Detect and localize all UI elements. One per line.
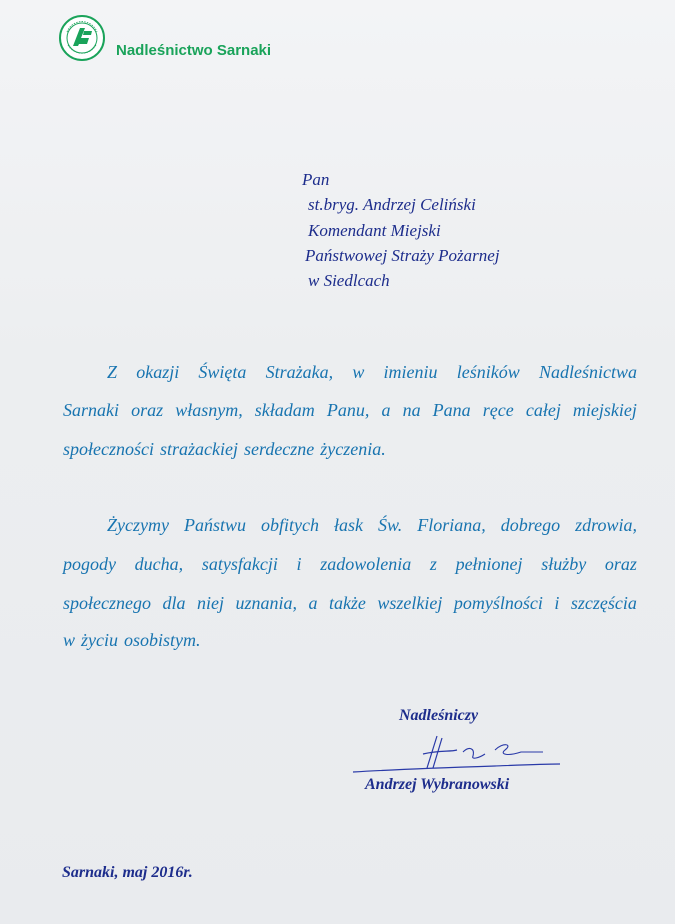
word: Życzymy <box>107 515 169 535</box>
word: pomyślności <box>453 593 543 613</box>
word: służby <box>541 554 587 574</box>
word: wszelkiej <box>377 593 443 613</box>
word: uznania, <box>235 593 297 613</box>
word: dla <box>162 593 186 613</box>
lasy-panstwowe-logo-icon <box>58 14 106 62</box>
paragraph-2-line <box>63 552 637 576</box>
word: okazji <box>136 362 180 382</box>
word: miejskiej <box>572 400 637 420</box>
word: ręce <box>482 400 514 420</box>
word: całej <box>525 400 561 420</box>
word: i <box>554 593 560 613</box>
word: leśników <box>456 362 520 382</box>
recipient-line: Państwowej Straży Pożarnej <box>305 246 500 265</box>
word: dobrego <box>500 515 561 535</box>
word: niej <box>196 593 224 613</box>
paragraph-2-line <box>107 513 637 537</box>
word: w <box>63 630 76 650</box>
recipient-line: Komendant Miejski <box>308 221 441 240</box>
word: Św. <box>378 515 403 535</box>
word: obfitych <box>261 515 320 535</box>
organization-name: Nadleśnictwo Sarnaki <box>116 42 272 59</box>
word: i <box>296 554 302 574</box>
paragraph-1-line <box>63 437 637 461</box>
letter-date: Sarnaki, maj 2016r. <box>62 864 193 881</box>
word: Pana <box>432 400 471 420</box>
word: składam <box>254 400 315 420</box>
word: społecznego <box>63 593 151 613</box>
paragraph-1-line <box>63 398 637 422</box>
word: społeczności <box>63 439 154 459</box>
word: strażackiej <box>159 439 238 459</box>
paragraph-2-line <box>63 628 637 652</box>
word: serdeczne <box>243 439 315 459</box>
paragraph-2-line <box>63 591 637 615</box>
word: satysfakcji <box>201 554 278 574</box>
word: z <box>429 554 437 574</box>
word: pełnionej <box>455 554 523 574</box>
word: Państwu <box>184 515 247 535</box>
signature-title: Nadleśniczy <box>399 707 479 724</box>
word: Święta <box>198 362 247 382</box>
word: życiu <box>81 630 118 650</box>
signatory-name: Andrzej Wybranowski <box>365 776 510 793</box>
word: zadowolenia <box>320 554 412 574</box>
word: osobistym. <box>124 630 201 650</box>
word: także <box>328 593 366 613</box>
word: Nadleśnictwa <box>538 362 637 382</box>
word: na <box>402 400 421 420</box>
word: a <box>381 400 391 420</box>
handwritten-signature <box>345 728 565 782</box>
word: życzenia. <box>320 439 386 459</box>
word: Sarnaki <box>63 400 119 420</box>
word: oraz <box>604 554 637 574</box>
word: szczęścia <box>570 593 637 613</box>
word: imieniu <box>383 362 438 382</box>
word: łask <box>334 515 364 535</box>
word: Floriana, <box>417 515 486 535</box>
word: Z <box>107 362 118 382</box>
word: ducha, <box>134 554 184 574</box>
word: w <box>352 362 365 382</box>
word: a <box>308 593 318 613</box>
recipient-salutation: Pan <box>302 170 330 189</box>
word: Strażaka, <box>265 362 334 382</box>
recipient-line: w Siedlcach <box>308 271 390 290</box>
word: pogody <box>63 554 116 574</box>
word: Panu, <box>326 400 370 420</box>
recipient-line: st.bryg. Andrzej Celiński <box>308 195 476 214</box>
word: oraz <box>131 400 164 420</box>
word: własnym, <box>175 400 243 420</box>
paragraph-1-line <box>107 360 637 384</box>
word: zdrowia, <box>575 515 637 535</box>
